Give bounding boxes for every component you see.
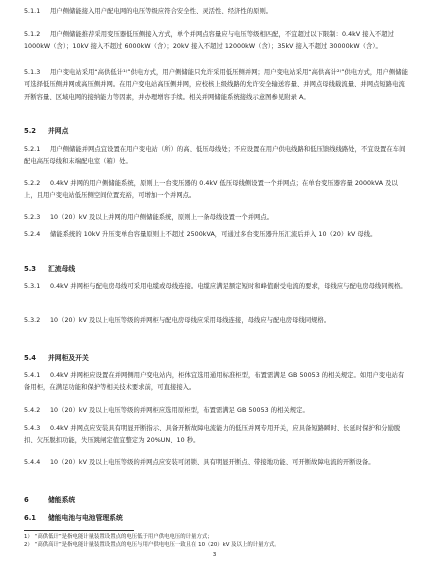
paragraph-5-3-1: 5.3.1 0.4kV 并网柜与配电房母线可采用电缆或母线连接。电缆应满足额定短时和峰值耐受电流的要求，母线应与配电房母线同规格。 — [24, 283, 407, 290]
footnote-1: 1） “高供低计”是指电能计量装置设置点的电压低于用户供电电压的计量方式； — [24, 534, 213, 540]
paragraph-5-1-3: 5.1.3 用户变电站采用“高供低计¹⁾”供电方式，用户侧储能只允许采用低压侧并网；用户变电站采用“高供高计²⁾”供电方式，用户侧储能可选择低压侧并网或高压侧并网。在用户变电站高压侧并网，应校核上级线路的允许安全输送容量、并网点母线载流量、并网点短路电流开断容量、区域电网的接纳能力等因素，并办理增容手续。相关并网储能系统接线示意图参见附录 A。 — [24, 69, 408, 101]
paragraph-5-4-1: 5.4.1 0.4kV 并网柜应设置在并网侧用户变电站内，柜体宜选用通用标准柜型，布置需满足 GB 50053 的相关规定。如用户变电站有备用柜，在满足功能和保护等相关技术要求前，可直接接入。 — [24, 372, 405, 392]
footnote-2: 2） “高供高计”是指电能计量装置设置点的电压与用户供电电压一致且在 10（20）kV 及以上的计量方式。 — [24, 542, 280, 548]
section-heading-5-3: 5.3 汇流母线 — [24, 265, 76, 273]
paragraph-5-2-3: 5.2.3 10（20）kV 及以上并网的用户侧储能系统，原则上一条母线设置一个并网点。 — [24, 214, 274, 221]
paragraph-5-1-2: 5.1.2 用户侧储能推荐采用变压器低压侧接入方式，单个并网点容量应与电压等级相匹配，不宜超过以下限制：0.4kV 接入不超过 1000kW（含）；10kV 接入不超过 6000kW（含）；20kV 接入不超过 12000kW（含）；35kV 接入不超过 30000kW（含）。 — [24, 31, 394, 51]
paragraph-5-2-4: 5.2.4 储能系统的 10kV 升压变单台容量原则上不超过 2500kVA，可通过多台变压器升压汇流后并入 10（20）kV 母线。 — [24, 231, 377, 238]
section-heading-5-2: 5.2 并网点 — [24, 127, 69, 135]
paragraph-5-4-2: 5.4.2 10（20）kV 及以上电压等级的并网柜应选用原柜型，布置需满足 GB 50053 的相关规定。 — [24, 407, 309, 414]
section-heading-6-1: 6.1 储能电池与电池管理系统 — [24, 514, 123, 522]
section-heading-6: 6 储能系统 — [24, 496, 76, 504]
section-heading-5-4: 5.4 并网柜及开关 — [24, 354, 89, 362]
paragraph-5-2-2: 5.2.2 0.4kV 并网的用户侧储能系统，原则上一台变压器的 0.4kV 低压母线侧设置一个并网点；在单台变压器容量 2000kVA 及以上，且用户变电站低压侧空间位置充裕，可增加一个并网点。 — [24, 180, 398, 200]
paragraph-5-4-3: 5.4.3 0.4kV 并网点应安装具有明显开断指示、具备开断故障电流能力的低压并网专用开关，应具备短路瞬时、长延时保护和分励脱扣、欠压脱扣功能，失压跳闸定值宜整定为 20%UN、10 秒。 — [24, 425, 401, 445]
paragraph-5-1-1: 5.1.1 用户侧储能接入用户配电网的电压等级应符合安全性、灵活性、经济性的原则。 — [24, 8, 273, 15]
paragraph-5-4-4: 5.4.4 10（20）kV 及以上电压等级的并网点应安装可闭锁、具有明显开断点、带接地功能、可开断故障电流的开断设备。 — [24, 459, 375, 466]
paragraph-5-2-1: 5.2.1 用户侧储能并网点宜设置在用户变电站（所）的高、低压母线处；不应设置在用户供电线路和低压馈线线路处，不宜设置在车间配电高压母线和末端配电室（箱）处。 — [24, 146, 406, 166]
footnote-divider — [24, 530, 134, 531]
page-number: 3 — [212, 552, 217, 558]
paragraph-5-3-2: 5.3.2 10（20）kV 及以上电压等级的并网柜与配电房母线应采用母线连接，母线应与配电房母线同规格。 — [24, 317, 331, 324]
